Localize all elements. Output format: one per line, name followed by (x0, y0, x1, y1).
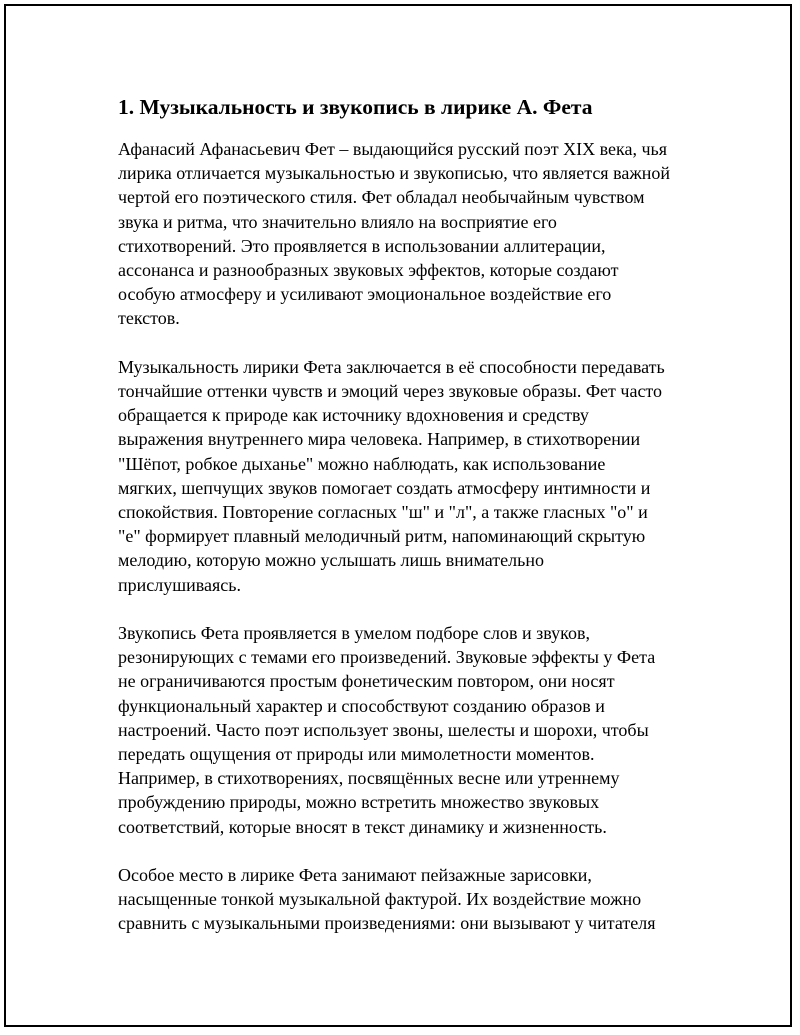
text-line: ассонанса и разнообразных звуковых эффектов, которые создают (118, 260, 619, 281)
text-line: обращается к природе как источнику вдохновения и средству (118, 405, 589, 426)
text-line: тончайшие оттенки чувств и эмоций через звуковые образы. Фет часто (118, 381, 663, 402)
text-line: особую атмосферу и усиливают эмоциональное воздействие его (118, 284, 612, 305)
text-line: Музыкальность лирики Фета заключается в её способности передавать (118, 356, 665, 377)
document-body (118, 94, 698, 960)
text-line: резонирующих с темами его произведений. Звуковые эффекты у Фета (118, 647, 656, 668)
text-line: Например, в стихотворениях, посвящённых весне или утреннему (118, 768, 620, 789)
paragraph-4 (118, 863, 698, 936)
paragraph-3 (118, 621, 698, 839)
text-line: лирика отличается музыкальностью и звукописью, что является важной (118, 163, 671, 184)
text-line: "Шёпот, робкое дыханье" можно наблюдать, как использование (118, 453, 606, 474)
text-line: текстов. (118, 308, 180, 329)
text-line: прислушиваясь. (118, 574, 241, 595)
text-line: не ограничиваются простым фонетическим повтором, они носят (118, 671, 615, 692)
text-line: спокойствия. Повторение согласных "ш" и "л", а также гласных "о" и (118, 502, 648, 523)
text-line: Звукопись Фета проявляется в умелом подборе слов и звуков, (118, 623, 590, 644)
text-line: насыщенные тонкой музыкальной фактурой. Их воздействие можно (118, 889, 642, 910)
text-line: Особое место в лирике Фета занимают пейзажные зарисовки, (118, 865, 592, 886)
section-heading: 1. Музыкальность и звукопись в лирике А. Фета (118, 95, 593, 119)
text-line: стихотворений. Это проявляется в использовании аллитерации, (118, 235, 606, 256)
text-line: чертой его поэтического стиля. Фет обладал необычайным чувством (118, 187, 645, 208)
text-line: соответствий, которые вносят в текст динамику и жизненность. (118, 816, 607, 837)
paragraph-2 (118, 355, 698, 597)
text-line: звука и ритма, что значительно влияло на восприятие его (118, 211, 557, 232)
paragraph-1 (118, 137, 698, 331)
text-line: мелодию, которую можно услышать лишь внимательно (118, 550, 544, 571)
text-line: "е" формирует плавный мелодичный ритм, напоминающий скрытую (118, 526, 646, 547)
text-line: сравнить с музыкальными произведениями: они вызывают у читателя (118, 913, 656, 934)
text-line: настроений. Часто поэт использует звоны, шелесты и шорохи, чтобы (118, 719, 649, 740)
text-line: функциональный характер и способствуют созданию образов и (118, 695, 605, 716)
text-line: выражения внутреннего мира человека. Например, в стихотворении (118, 429, 641, 450)
text-line: передать ощущения от природы или мимолетности моментов. (118, 744, 595, 765)
text-line: мягких, шепчущих звуков помогает создать атмосферу интимности и (118, 477, 651, 498)
text-line: пробуждению природы, можно встретить множество звуковых (118, 792, 600, 813)
text-line: Афанасий Афанасьевич Фет – выдающийся русский поэт XIX века, чья (118, 139, 668, 159)
